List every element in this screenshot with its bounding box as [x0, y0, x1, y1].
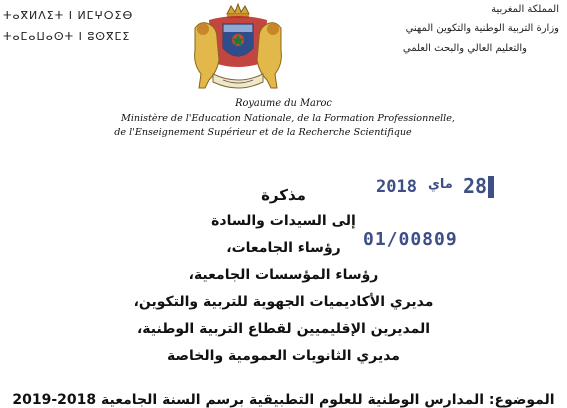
- coat-of-arms-emblem: [187, 2, 289, 94]
- recipient-provincial-directors: المديرين الإقليميين لقطاع التربية الوطنية،: [136, 321, 431, 337]
- stamp-reference-number: 01/00809: [363, 229, 458, 250]
- french-ministry-name: Ministère de l'Education Nationale, de la Formation Professionnelle,: [121, 113, 455, 124]
- recipient-academy-directors: مديري الأكاديميات الجهوية للتربية والتكوين،: [133, 294, 434, 310]
- stamp-year: 2018: [376, 177, 417, 197]
- recipients-intro: إلى السيدات والسادة: [211, 213, 356, 229]
- recipient-high-school-directors: مديري الثانويات العمومية والخاصة: [167, 348, 400, 364]
- arabic-ministry-name-continued: والتعليم العالي والبحث العلمي: [402, 43, 527, 54]
- stamp-day: 28: [463, 174, 488, 198]
- memo-title: مذكرة: [261, 186, 306, 204]
- arabic-kingdom-name: المملكة المغربية: [491, 4, 559, 15]
- recipient-university-presidents: رؤساء الجامعات،: [226, 240, 341, 256]
- french-kingdom-name: Royaume du Maroc: [235, 98, 332, 109]
- tifinagh-kingdom-name: ⵜⴰⴳⵍⴷⵉⵜ ⵏ ⵍⵎⵖⵔⵉⴱ: [3, 9, 134, 22]
- french-ministry-name-continued: de l'Enseignement Supérieur et de la Recherche Scientifique: [114, 127, 412, 138]
- memo-subject-line: الموضوع: المدارس الوطنية للعلوم التطبيقية برسم السنة الجامعية 2018-2019: [12, 392, 555, 408]
- tifinagh-ministry-name: ⵜⴰⵎⴰⵡⴰⵙⵜ ⵏ ⵓⵙⴳⵎⵉ: [3, 30, 131, 43]
- arabic-ministry-name: وزارة التربية الوطنية والتكوين المهني: [405, 23, 559, 34]
- recipient-institution-heads: رؤساء المؤسسات الجامعية،: [188, 267, 379, 283]
- stamp-month: ماي: [428, 177, 453, 192]
